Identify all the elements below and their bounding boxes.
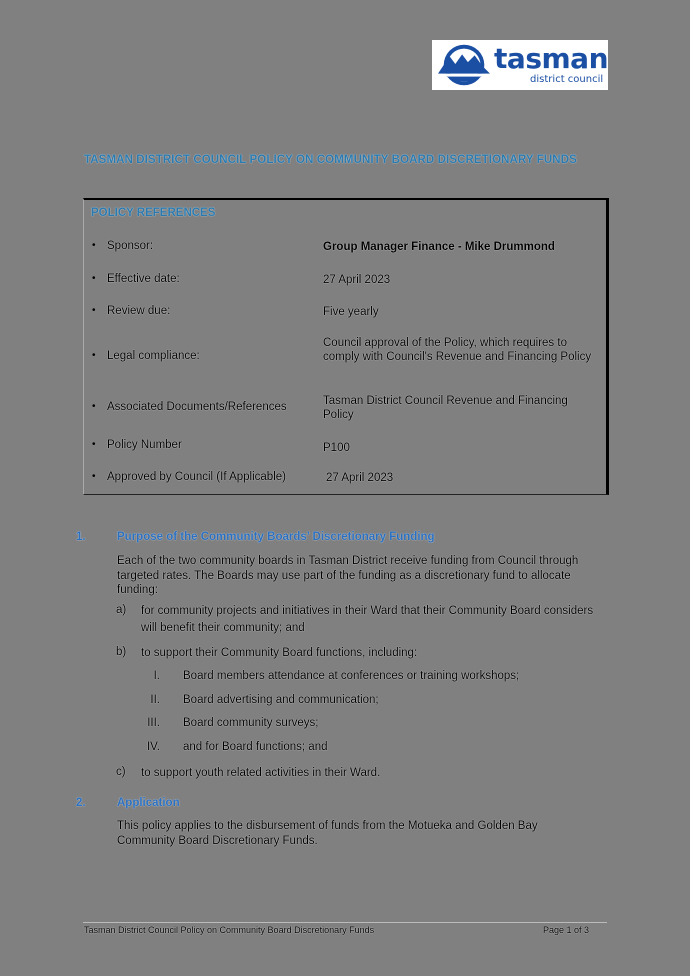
- roman-marker-2: II.: [150, 694, 160, 706]
- sub-item-2: Board advertising and communication;: [183, 694, 379, 706]
- footer-page-number: Page 1 of 3: [543, 925, 590, 935]
- footer-document-name: Tasman District Council Policy on Community Board Discretionary Funds: [84, 925, 375, 935]
- bullet-icon: •: [92, 401, 96, 412]
- ref-value: Tasman District Council Revenue and Financing Policy: [323, 395, 568, 421]
- sub-item-3: Board community surveys;: [183, 717, 319, 729]
- bullet-icon: •: [92, 305, 96, 316]
- logo-name: tasman: [494, 42, 608, 75]
- ref-label: Legal compliance:: [107, 350, 200, 362]
- list-marker-c: c): [116, 766, 126, 778]
- ref-label: Policy Number: [107, 439, 182, 451]
- section-1-number: 1.: [76, 531, 86, 543]
- tasman-logo: [432, 40, 608, 90]
- ref-value: 27 April 2023: [326, 472, 394, 484]
- section-1-title: Purpose of the Community Boards’ Discretionary Funding: [117, 531, 435, 543]
- section-1-intro: Each of the two community boards in Tasman District receive funding from Council through targeted rates. The Boards may use part of the funding as a discretionary fund to allocate funding:: [117, 555, 579, 596]
- roman-marker-1: I.: [153, 670, 160, 682]
- ref-label: Associated Documents/References: [107, 401, 287, 413]
- policy-references-table: [83, 198, 609, 495]
- sub-item-1: Board members attendance at conferences or training workshops;: [183, 670, 520, 682]
- list-marker-b: b): [116, 646, 127, 658]
- logo-subtitle: district council: [530, 74, 604, 85]
- list-marker-a: a): [116, 604, 127, 616]
- ref-label: Sponsor:: [107, 240, 154, 252]
- mountain-logo-icon: [436, 42, 492, 88]
- ref-value: 27 April 2023: [323, 274, 391, 286]
- bullet-icon: •: [92, 273, 96, 284]
- ref-label: Approved by Council (If Applicable): [107, 471, 286, 483]
- section-2-number: 2.: [76, 797, 86, 809]
- section-2-title: Application: [117, 797, 180, 809]
- roman-marker-4: IV.: [146, 741, 160, 753]
- list-item-b: to support their Community Board functions, including:: [141, 647, 418, 659]
- list-item-a: for community projects and initiatives in their Ward that their Community Board considers will benefit their community; and: [141, 605, 594, 634]
- bullet-icon: •: [92, 471, 96, 482]
- list-item-c: to support youth related activities in their Ward.: [141, 767, 381, 779]
- sub-item-4: and for Board functions; and: [183, 741, 328, 753]
- document-title: TASMAN DISTRICT COUNCIL POLICY ON COMMUNITY BOARD DISCRETIONARY FUNDS: [84, 154, 577, 166]
- bullet-icon: •: [92, 240, 96, 251]
- ref-label: Review due:: [107, 305, 171, 317]
- ref-value: Council approval of the Policy, which requires to comply with Council's Revenue and Financing Policy: [323, 337, 592, 363]
- bullet-icon: •: [92, 439, 96, 450]
- footer-divider: [83, 922, 607, 923]
- ref-value: P100: [323, 442, 350, 454]
- ref-value: Group Manager Finance - Mike Drummond: [323, 241, 555, 253]
- policy-references-heading: POLICY REFERENCES: [91, 207, 216, 219]
- ref-value: Five yearly: [323, 306, 379, 318]
- roman-marker-3: III.: [147, 717, 160, 729]
- ref-label: Effective date:: [107, 273, 180, 285]
- section-2-intro: This policy applies to the disbursement of funds from the Motueka and Golden Bay Community Board Discretionary Funds.: [117, 820, 538, 847]
- bullet-icon: •: [92, 350, 96, 361]
